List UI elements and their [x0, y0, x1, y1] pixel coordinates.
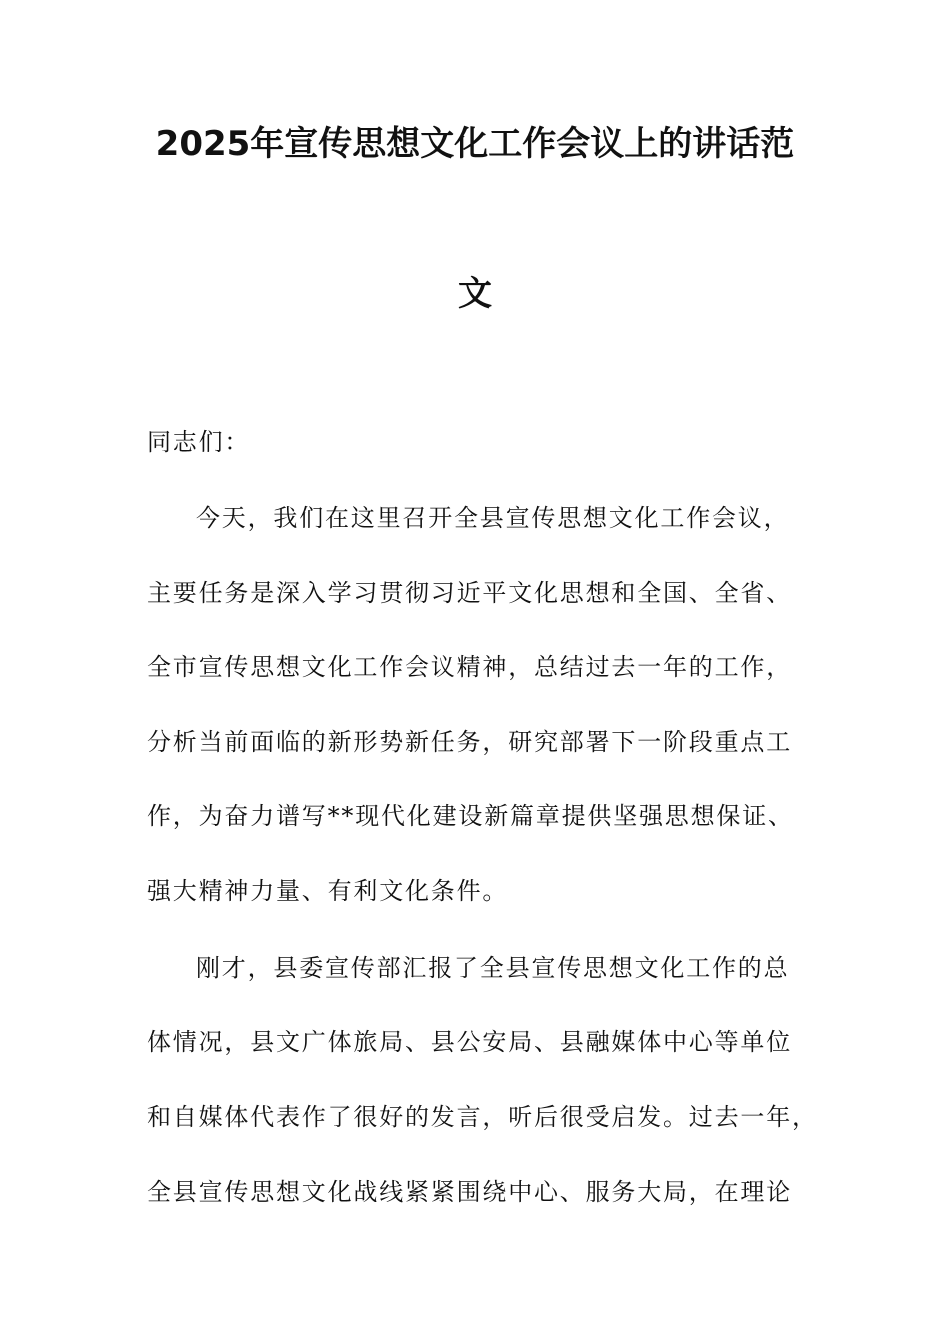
paragraph-1-line-4: 分析当前面临的新形势新任务，研究部署下一阶段重点工 [147, 728, 792, 756]
document-title-line-2: 文 [458, 274, 492, 314]
paragraph-1-line-1: 今天，我们在这里召开全县宣传思想文化工作会议， [196, 504, 790, 532]
document-title-line-1: 2025年宣传思想文化工作会议上的讲话范 [155, 124, 795, 164]
paragraph-2-line-4: 全县宣传思想文化战线紧紧围绕中心、服务大局，在理论 [147, 1178, 792, 1206]
paragraph-2-line-1: 刚才，县委宣传部汇报了全县宣传思想文化工作的总 [196, 954, 790, 982]
paragraph-1-line-5: 作，为奋力谱写**现代化建设新篇章提供坚强思想保证、 [147, 802, 794, 830]
paragraph-1-line-2: 主要任务是深入学习贯彻习近平文化思想和全国、全省、 [147, 579, 792, 607]
salutation: 同志们： [147, 428, 251, 456]
paragraph-1-line-6: 强大精神力量、有利文化条件。 [147, 877, 509, 905]
paragraph-1-line-3: 全市宣传思想文化工作会议精神，总结过去一年的工作， [147, 653, 792, 681]
paragraph-2-line-2: 体情况，县文广体旅局、县公安局、县融媒体中心等单位 [147, 1028, 792, 1056]
paragraph-2-line-3: 和自媒体代表作了很好的发言，听后很受启发。过去一年， [147, 1103, 818, 1131]
